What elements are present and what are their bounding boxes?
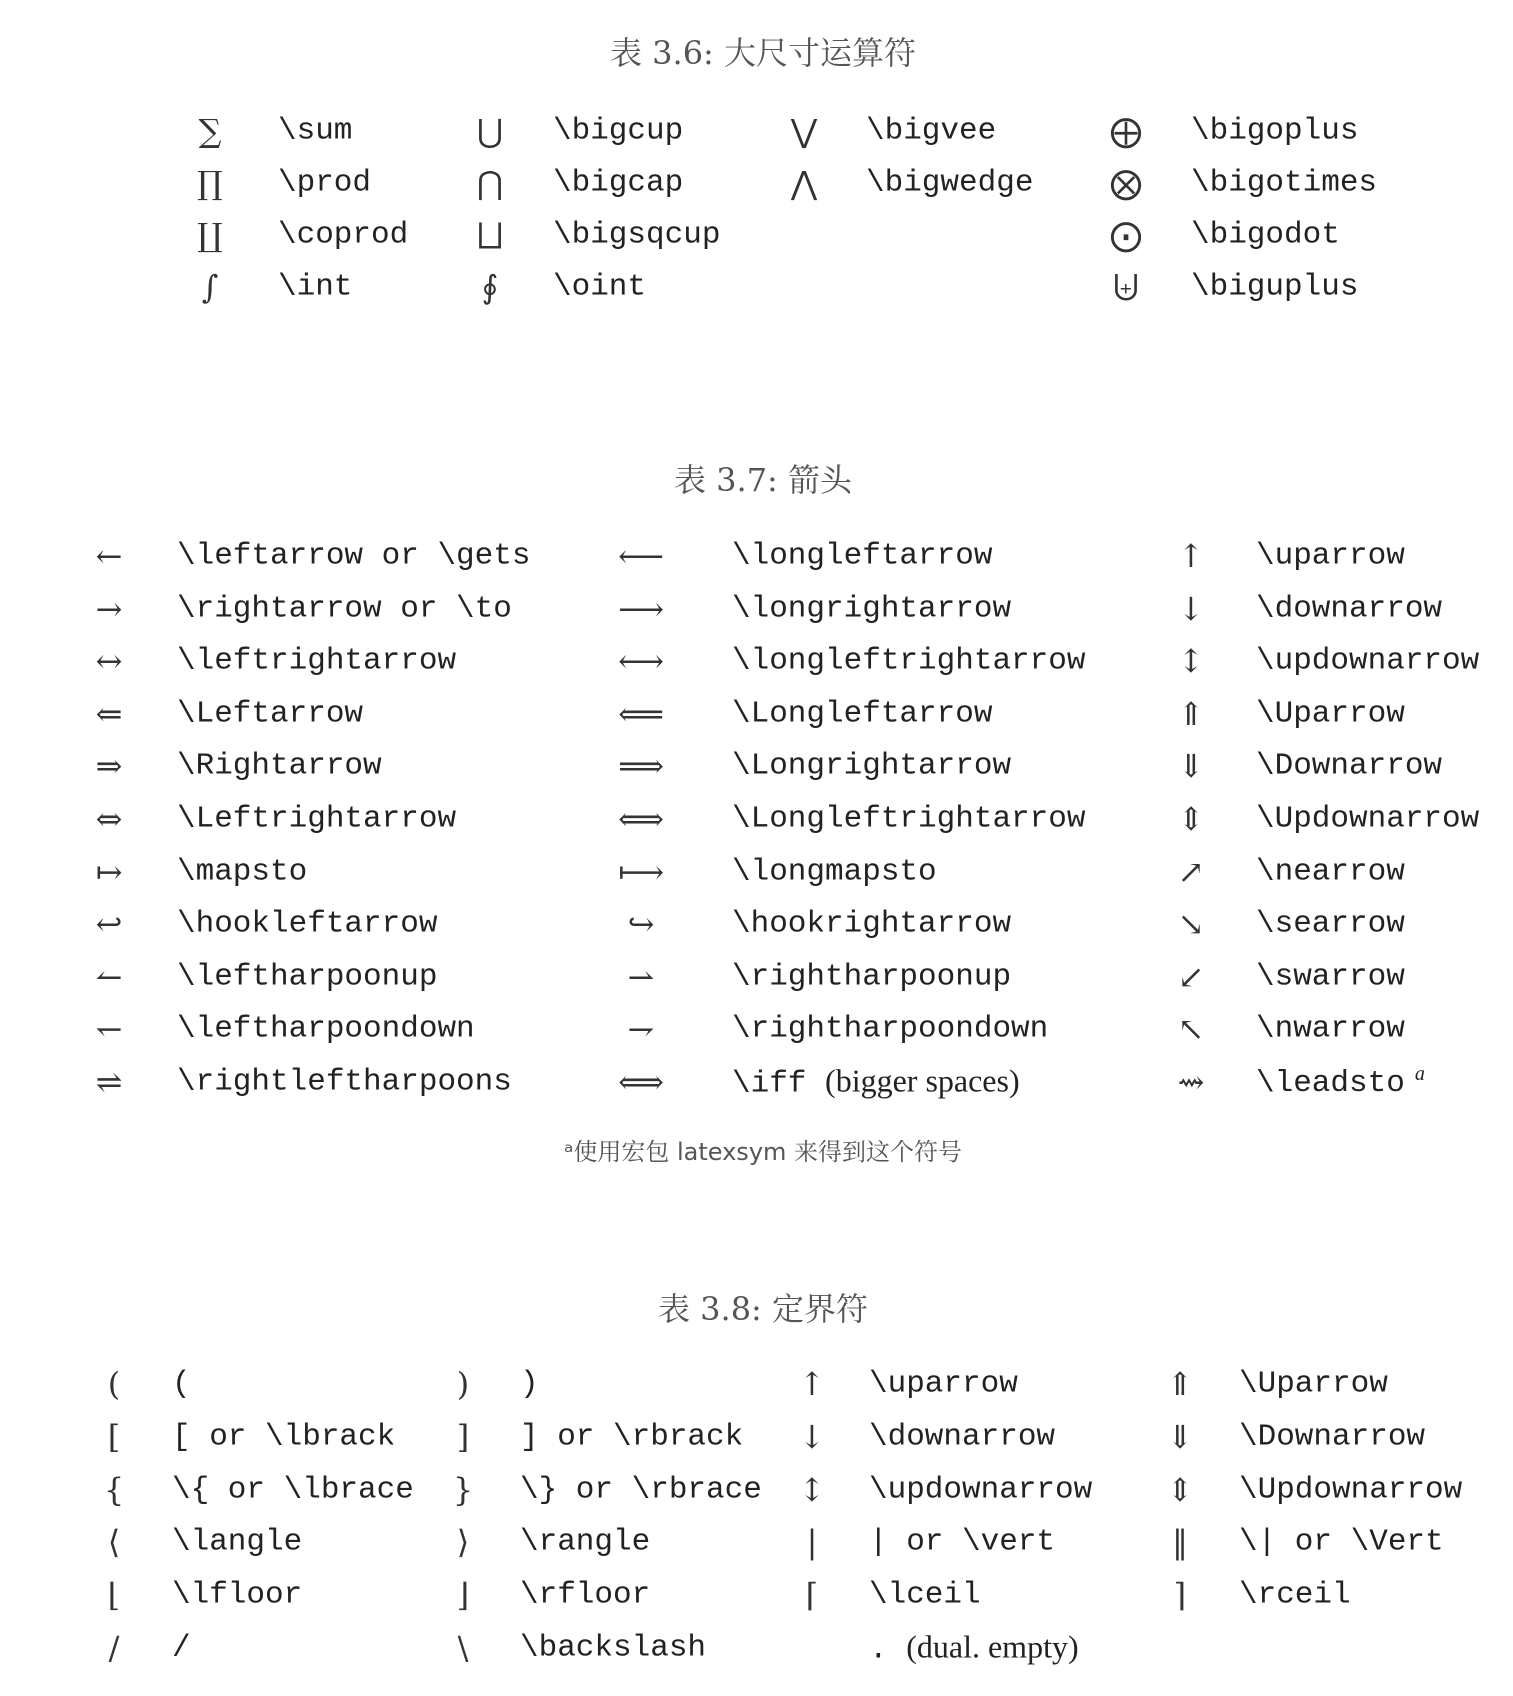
command-entry	[732, 802, 1085, 837]
command-entry	[177, 1012, 475, 1047]
command-entry	[732, 907, 1011, 942]
command-entry	[1239, 1525, 1444, 1560]
table-caption: 表 3.7: 箭头	[673, 461, 853, 499]
command-name: \nwarrow	[1256, 1011, 1405, 1047]
symbol-glyph: \	[457, 1629, 469, 1667]
command-name: \bigwedge	[866, 165, 1034, 201]
symbol-glyph: ∮	[481, 268, 499, 306]
command-entry	[553, 166, 683, 201]
command-name: \{ or \lbrace	[172, 1472, 414, 1508]
command-entry	[1256, 644, 1479, 679]
command-entry	[553, 270, 646, 305]
symbol-glyph: ⟺	[618, 800, 664, 838]
symbol-glyph: ⟩	[456, 1523, 470, 1562]
command-name: \coprod	[278, 217, 409, 253]
command-entry	[732, 749, 1011, 784]
command-name: \downarrow	[869, 1419, 1056, 1455]
command-name: \bigsqcup	[553, 217, 721, 253]
command-entry	[553, 218, 720, 253]
symbol-glyph: ⨄	[1113, 267, 1139, 306]
command-entry	[869, 1629, 1079, 1668]
command-name: \Leftrightarrow	[177, 801, 457, 837]
command-entry	[1239, 1419, 1425, 1454]
command-name: \downarrow	[1256, 591, 1443, 627]
command-name: \leftrightarrow	[177, 643, 457, 679]
symbol-glyph: ⇔	[95, 800, 123, 838]
symbol-glyph: ⟷	[618, 642, 664, 681]
command-entry	[1239, 1578, 1351, 1613]
command-name: [ or \lbrack	[172, 1419, 396, 1455]
symbol-glyph: ↓	[798, 1417, 826, 1456]
symbol-glyph: ‖	[1172, 1523, 1188, 1562]
symbol-glyph: ⌉	[1173, 1576, 1187, 1615]
symbol-glyph: ⌊	[107, 1576, 121, 1615]
command-name: /	[172, 1630, 191, 1666]
command-name: \Longleftrightarrow	[732, 801, 1086, 837]
command-name: \sum	[278, 113, 353, 149]
command-entry	[732, 696, 992, 731]
command-name: )	[520, 1366, 539, 1402]
command-entry	[177, 591, 512, 626]
symbol-glyph: ⇒	[95, 747, 123, 786]
command-entry	[732, 1012, 1048, 1047]
command-entry	[177, 696, 363, 731]
symbol-glyph: ←	[95, 537, 123, 575]
command-entry	[1256, 591, 1442, 626]
table-caption: 表 3.8: 定界符	[657, 1290, 869, 1328]
command-entry	[1256, 539, 1405, 574]
command-name: \rfloor	[520, 1577, 651, 1613]
command-entry	[177, 644, 456, 679]
command-entry	[520, 1419, 743, 1454]
symbol-glyph: ↩	[95, 905, 123, 944]
command-name: \Rightarrow	[177, 748, 382, 784]
command-entry	[869, 1525, 1055, 1560]
command-note: (dual. empty)	[906, 1628, 1079, 1665]
command-name: \biguplus	[1191, 269, 1359, 305]
symbol-glyph: ⋂	[476, 164, 504, 202]
symbol-glyph: ↑	[1177, 537, 1205, 575]
command-entry	[172, 1525, 302, 1560]
symbol-glyph: {	[103, 1470, 125, 1509]
symbol-glyph: ⇀	[627, 957, 655, 996]
symbol-glyph: ↖	[1177, 1010, 1205, 1049]
command-name: \} or \rbrace	[520, 1472, 762, 1508]
symbol-glyph: (	[107, 1365, 121, 1403]
symbol-glyph: ⨂	[1110, 164, 1142, 202]
symbol-glyph: ⇐	[95, 694, 123, 733]
command-name: \bigotimes	[1191, 165, 1378, 201]
command-name: \Longleftarrow	[732, 696, 993, 732]
footnote-marker: a	[1414, 1062, 1425, 1085]
command-entry	[1239, 1472, 1462, 1507]
command-entry	[732, 854, 937, 889]
symbol-glyph: ⇕	[1177, 800, 1205, 838]
command-entry	[177, 1065, 512, 1100]
symbol-glyph: ↔	[95, 642, 123, 681]
command-entry	[732, 591, 1011, 626]
symbol-glyph: ⟵	[618, 537, 664, 575]
symbol-glyph: )	[456, 1365, 470, 1403]
command-name: \Longrightarrow	[732, 748, 1012, 784]
symbol-glyph: ∏	[197, 164, 223, 202]
command-entry	[732, 959, 1011, 994]
command-entry	[553, 114, 683, 149]
command-name: \mapsto	[177, 854, 308, 890]
symbol-glyph: }	[452, 1470, 474, 1509]
symbol-glyph: ⇌	[95, 1063, 123, 1101]
command-entry	[1256, 696, 1405, 731]
symbol-glyph: ↪	[627, 905, 655, 944]
symbol-glyph: ⟨	[107, 1523, 121, 1562]
symbol-glyph: ↽	[95, 1010, 123, 1049]
symbol-glyph: ↘	[1177, 905, 1205, 944]
symbol-glyph: ⟺	[618, 1063, 664, 1101]
command-name: \langle	[172, 1524, 303, 1560]
command-entry	[172, 1419, 395, 1454]
command-entry	[172, 1578, 302, 1613]
command-entry	[1256, 907, 1405, 942]
command-name: \longmapsto	[732, 854, 937, 890]
command-entry	[732, 1063, 1020, 1102]
command-name: .	[869, 1632, 888, 1668]
command-entry	[732, 539, 992, 574]
command-entry	[1256, 1063, 1425, 1101]
command-name: \hookrightarrow	[732, 906, 1012, 942]
command-name: \Downarrow	[1239, 1419, 1426, 1455]
command-entry	[177, 907, 437, 942]
command-entry	[520, 1472, 762, 1507]
command-name: \bigcap	[553, 165, 684, 201]
command-entry	[278, 114, 352, 149]
command-entry	[177, 854, 307, 889]
command-entry	[520, 1525, 650, 1560]
symbol-glyph: ⇓	[1177, 747, 1205, 786]
symbol-glyph: ↑	[798, 1365, 826, 1403]
table-footnote: ᵃ使用宏包 latexsym 来得到这个符号	[563, 1138, 963, 1166]
symbol-glyph: ↙	[1177, 957, 1205, 996]
symbol-glyph: ⇓	[1166, 1417, 1194, 1456]
symbol-glyph: ⨀	[1110, 216, 1142, 254]
symbol-glyph: ⟸	[618, 694, 664, 733]
symbol-glyph: ↼	[95, 957, 123, 996]
command-entry	[278, 270, 352, 305]
command-name: \Updownarrow	[1239, 1472, 1463, 1508]
command-name: \Updownarrow	[1256, 801, 1480, 837]
command-name: \rangle	[520, 1524, 651, 1560]
command-name: \bigodot	[1191, 217, 1340, 253]
command-entry	[1191, 114, 1358, 149]
command-name: \prod	[278, 165, 372, 201]
command-name: \nearrow	[1256, 854, 1405, 890]
command-name: \Uparrow	[1256, 696, 1405, 732]
command-name: (	[172, 1366, 191, 1402]
command-name: \Leftarrow	[177, 696, 364, 732]
command-entry	[869, 1419, 1055, 1454]
symbol-glyph: ⋀	[790, 164, 818, 202]
command-entry	[1256, 749, 1442, 784]
command-name: \rightharpoonup	[732, 959, 1012, 995]
command-entry	[1191, 218, 1340, 253]
command-entry	[177, 749, 382, 784]
symbol-glyph: ∐	[197, 216, 223, 254]
command-name: \Uparrow	[1239, 1366, 1388, 1402]
symbol-glyph: ↗	[1177, 852, 1205, 891]
command-entry	[732, 644, 1085, 679]
symbol-glyph: ⨁	[1110, 112, 1142, 150]
command-entry	[1256, 802, 1479, 837]
command-name: \backslash	[520, 1630, 707, 1666]
command-entry	[520, 1631, 706, 1666]
symbol-glyph: ↦	[95, 852, 123, 891]
command-entry	[869, 1367, 1018, 1402]
command-name: \rightarrow or \to	[177, 591, 512, 627]
command-name: \updownarrow	[869, 1472, 1093, 1508]
command-entry	[520, 1367, 539, 1402]
symbol-glyph: ⋃	[476, 112, 504, 150]
command-entry	[172, 1472, 414, 1507]
command-name: \rightharpoondown	[732, 1011, 1049, 1047]
command-entry	[866, 166, 1033, 201]
symbol-glyph: ⇑	[1166, 1365, 1194, 1403]
command-entry	[177, 539, 530, 574]
command-name: \uparrow	[869, 1366, 1018, 1402]
symbol-glyph: ⇁	[627, 1010, 655, 1049]
command-name: \leftharpoonup	[177, 959, 438, 995]
command-name: ] or \rbrack	[520, 1419, 744, 1455]
symbol-glyph: ⇑	[1177, 694, 1205, 733]
symbol-glyph: ↓	[1177, 589, 1205, 628]
symbol-glyph: [	[107, 1417, 121, 1456]
symbol-glyph: ⟶	[618, 589, 664, 628]
command-name: | or \vert	[869, 1524, 1056, 1560]
command-entry	[1256, 959, 1405, 994]
symbol-glyph: ↕	[1177, 642, 1205, 681]
command-entry	[278, 166, 371, 201]
command-name: \leadsto	[1256, 1066, 1405, 1102]
command-entry	[869, 1472, 1092, 1507]
command-name: \longleftarrow	[732, 538, 993, 574]
command-entry	[172, 1367, 191, 1402]
command-name: \lceil	[869, 1577, 981, 1613]
symbol-glyph: ⟼	[618, 852, 664, 891]
symbol-glyph: ↕	[798, 1470, 826, 1509]
symbol-glyph: ]	[456, 1417, 470, 1456]
command-entry	[1256, 854, 1405, 889]
command-name: \uparrow	[1256, 538, 1405, 574]
command-name: \longleftrightarrow	[732, 643, 1086, 679]
command-name: \leftarrow or \gets	[177, 538, 531, 574]
command-entry	[869, 1578, 981, 1613]
command-entry	[177, 959, 437, 994]
symbol-glyph: ⟹	[618, 747, 664, 786]
command-name: \rceil	[1239, 1577, 1351, 1613]
command-entry	[172, 1631, 191, 1666]
symbol-glyph: ∫	[201, 268, 219, 306]
command-name: \leftharpoondown	[177, 1011, 475, 1047]
symbol-glyph: ⇕	[1166, 1470, 1194, 1509]
symbol-glyph: ⨆	[477, 215, 503, 254]
command-entry	[866, 114, 996, 149]
command-name: \rightleftharpoons	[177, 1064, 512, 1100]
command-entry	[1191, 270, 1358, 305]
symbol-glyph: ⇝	[1177, 1063, 1205, 1101]
command-note: (bigger spaces)	[825, 1062, 1020, 1099]
symbol-glyph: ⌋	[456, 1576, 470, 1615]
command-entry	[1239, 1367, 1388, 1402]
command-name: \lfloor	[172, 1577, 303, 1613]
command-name: \searrow	[1256, 906, 1405, 942]
command-entry	[177, 802, 456, 837]
command-name: \| or \Vert	[1239, 1524, 1444, 1560]
command-entry	[278, 218, 408, 253]
symbol-glyph: /	[108, 1629, 120, 1667]
symbol-glyph: |	[806, 1523, 818, 1562]
symbol-glyph: ⋁	[790, 112, 818, 150]
symbol-glyph: ⌈	[805, 1576, 819, 1615]
command-entry	[1256, 1012, 1405, 1047]
command-name: \hookleftarrow	[177, 906, 438, 942]
command-name: \oint	[553, 269, 647, 305]
command-name: \bigvee	[866, 113, 997, 149]
command-name: \int	[278, 269, 353, 305]
command-entry	[1191, 166, 1377, 201]
command-name: \bigoplus	[1191, 113, 1359, 149]
command-name: \iff	[732, 1066, 807, 1102]
command-name: \bigcup	[553, 113, 684, 149]
table-caption: 表 3.6: 大尺寸运算符	[609, 34, 917, 72]
command-name: \longrightarrow	[732, 591, 1012, 627]
command-name: \Downarrow	[1256, 748, 1443, 784]
command-entry	[520, 1578, 650, 1613]
symbol-glyph: →	[95, 589, 123, 628]
symbol-glyph: ∑	[198, 112, 222, 150]
command-name: \updownarrow	[1256, 643, 1480, 679]
command-name: \swarrow	[1256, 959, 1405, 995]
